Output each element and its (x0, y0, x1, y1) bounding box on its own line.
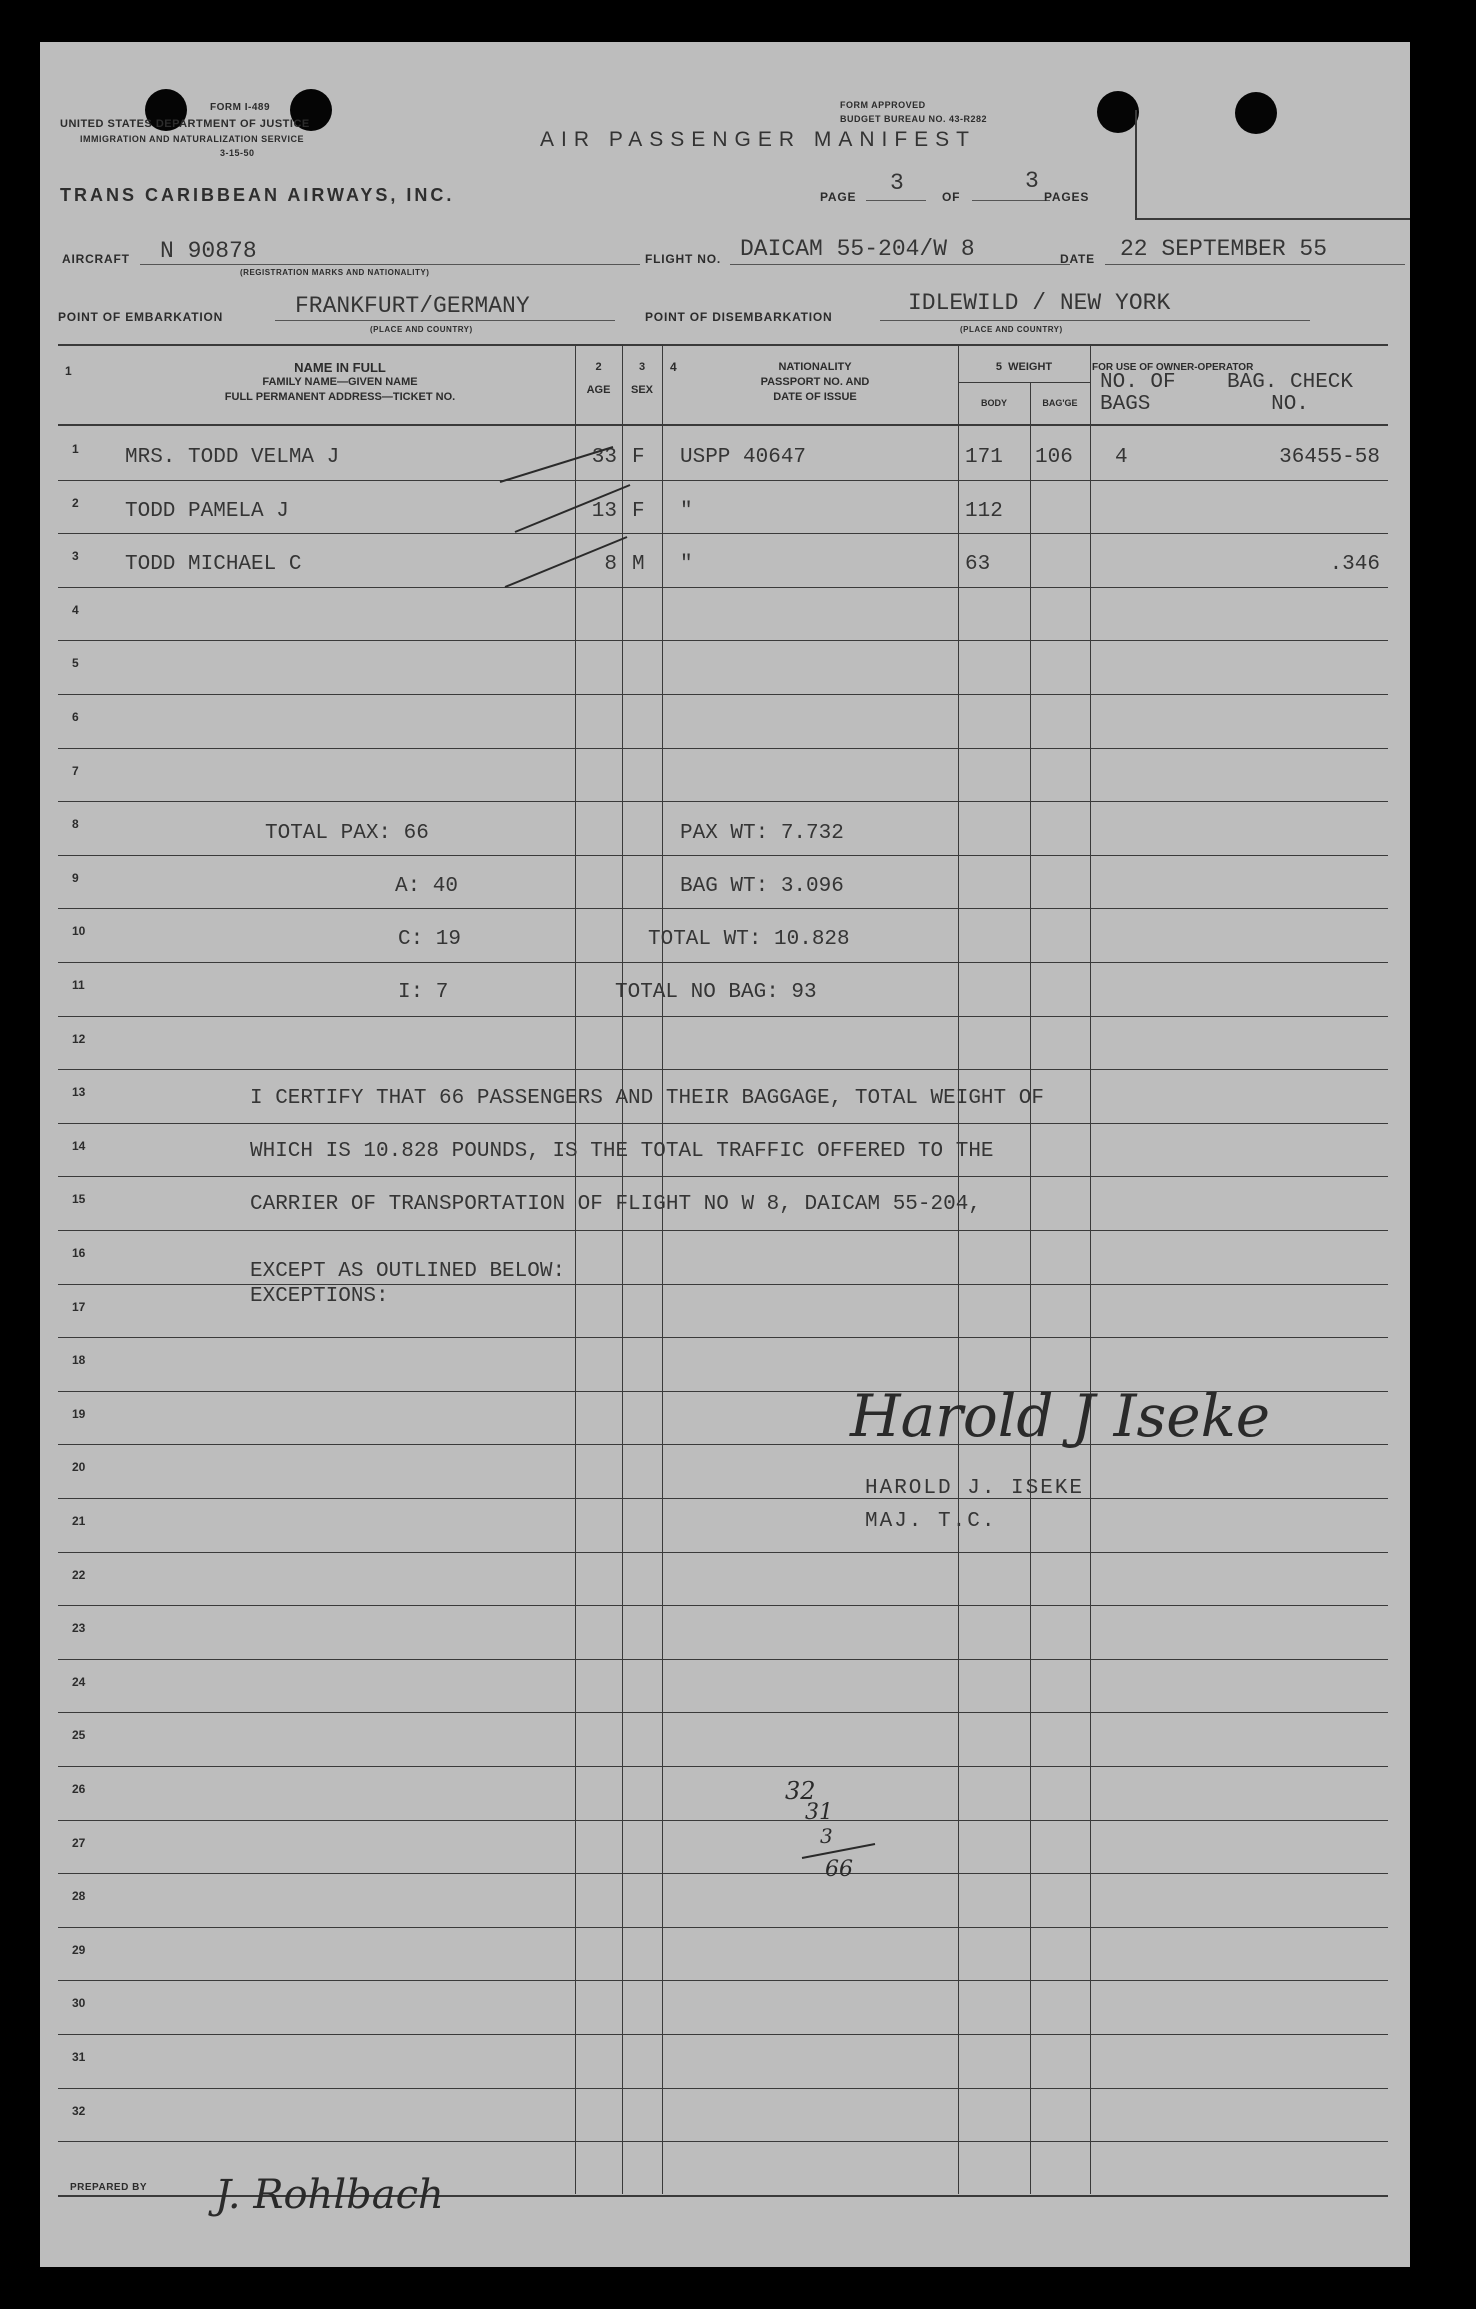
row-rule (58, 1927, 1388, 1928)
row-rule (58, 480, 1388, 481)
passenger-age: 8 (604, 553, 617, 577)
weight-subrule (958, 382, 1090, 383)
certification-line1: I CERTIFY THAT 66 PASSENGERS AND THEIR BAGGAGE, TOTAL WEIGHT OF (250, 1087, 1044, 1110)
col1-number: 1 (65, 364, 72, 378)
bag-weight: BAG WT: 3.096 (680, 875, 844, 898)
check-stroke-2 (515, 485, 630, 532)
row-number: 21 (72, 1514, 86, 1528)
col6-check-header: BAG. CHECK NO. (1226, 371, 1354, 416)
col1-header-line2: FAMILY NAME—GIVEN NAME (262, 376, 418, 388)
row-number: 3 (72, 549, 79, 564)
of-label: OF (942, 190, 961, 204)
header-bottom-rule (58, 424, 1388, 426)
row-rule (58, 2141, 1388, 2142)
officer-rank: MAJ. T.C. (865, 1510, 997, 1533)
aircraft-sub: (REGISTRATION MARKS AND NATIONALITY) (240, 268, 430, 277)
col4-header-line2: PASSPORT NO. AND (760, 376, 870, 388)
embark-sub: (PLACE AND COUNTRY) (370, 325, 473, 334)
col1-header (120, 360, 560, 405)
row-number: 11 (72, 978, 85, 992)
row-rule (58, 533, 1388, 534)
row-rule (58, 1659, 1388, 1660)
total-weight: TOTAL WT: 10.828 (648, 928, 850, 951)
col2-label: AGE (586, 384, 611, 396)
col3-number: 3 (638, 361, 646, 373)
officer-signature: Harold J Iseke (850, 1382, 1271, 1450)
row-rule (58, 1980, 1388, 1981)
row-number: 32 (72, 2103, 86, 2118)
passenger-age: 13 (591, 499, 617, 523)
agency-line2: IMMIGRATION AND NATURALIZATION SERVICE (80, 134, 304, 144)
row-rule (58, 1069, 1388, 1070)
date-underline (1105, 264, 1405, 265)
check-stroke-1 (500, 447, 613, 482)
pax-weight: PAX WT: 7.732 (680, 822, 844, 845)
row-rule (58, 1498, 1388, 1499)
tally-a: 32 (785, 1777, 816, 1805)
certification-line2: WHICH IS 10.828 POUNDS, IS THE TOTAL TRAFFIC OFFERED TO THE (250, 1140, 994, 1163)
row-number: 10 (72, 924, 86, 939)
passenger-passport: USPP 40647 (680, 446, 807, 469)
header-top-rule (58, 344, 1388, 346)
row-number: 26 (72, 1782, 86, 1796)
disembarkation-label: POINT OF DISEMBARKATION (645, 310, 833, 324)
date-label: DATE (1060, 252, 1095, 266)
tally-rule-line (802, 1844, 875, 1858)
col6-bags-header: NO. OF BAGS (1100, 371, 1176, 416)
col1-header-line1: NAME IN FULL (294, 360, 386, 375)
total-underline (972, 200, 1050, 201)
col-divider (958, 344, 959, 2194)
form-approved: FORM APPROVED (840, 100, 926, 110)
row-rule (58, 962, 1388, 963)
tally-c: 3 (820, 1824, 833, 1848)
row-number: 20 (72, 1460, 86, 1475)
row-rule (58, 748, 1388, 749)
aircraft-value: N 90878 (160, 238, 257, 264)
stamp-box-edge (1135, 110, 1137, 220)
passenger-name: TODD PAMELA J (125, 499, 289, 523)
row-number: 22 (72, 1567, 86, 1582)
row-rule (58, 1337, 1388, 1338)
bag-count: 4 (1115, 446, 1128, 469)
form-number: FORM I-489 (210, 102, 271, 113)
row-number: 5 (72, 656, 79, 671)
col-divider (1030, 382, 1031, 2194)
budget-bureau: BUDGET BUREAU NO. 43-R282 (840, 114, 988, 124)
row-rule (58, 1123, 1388, 1124)
row-rule (58, 1016, 1388, 1017)
row-number: 23 (72, 1621, 86, 1636)
col4-header-line3: DATE OF ISSUE (773, 391, 857, 403)
col3-label: SEX (630, 384, 653, 396)
bag-check-no: 36455-58 (1279, 446, 1380, 469)
row-number: 18 (72, 1353, 86, 1368)
row-number: 12 (72, 1031, 86, 1046)
embarkation-label: POINT OF EMBARKATION (58, 310, 224, 324)
body-weight: 171 (965, 446, 1003, 469)
total-infants: I: 7 (398, 981, 449, 1004)
certification-line4: EXCEPT AS OUTLINED BELOW: (250, 1260, 566, 1283)
row-number: 29 (72, 1942, 86, 1957)
body-weight: 63 (965, 553, 991, 577)
row-number: 13 (72, 1085, 86, 1100)
airline-name: TRANS CARIBBEAN AIRWAYS, INC. (60, 185, 455, 205)
row-number: 16 (72, 1246, 86, 1260)
row-number: 8 (72, 817, 79, 832)
row-rule (58, 1712, 1388, 1713)
col4-number: 4 (670, 360, 677, 374)
col5-bag: BAG'GE (1042, 398, 1078, 408)
page-total: 3 (1025, 168, 1039, 194)
manifest-page (40, 42, 1410, 2267)
pages-label: PAGES (1044, 190, 1090, 204)
col-divider (575, 344, 576, 2194)
col4-header (680, 360, 950, 405)
total-children: C: 19 (398, 928, 462, 951)
body-weight: 112 (965, 499, 1003, 523)
row-number: 19 (72, 1406, 86, 1421)
row-rule (58, 640, 1388, 641)
total-no-bag: TOTAL NO BAG: 93 (615, 981, 817, 1004)
row-rule (58, 1766, 1388, 1767)
total-pax: TOTAL PAX: 66 (265, 822, 429, 845)
col4-header-line1: NATIONALITY (778, 361, 852, 373)
row-rule (58, 1176, 1388, 1177)
row-number: 14 (72, 1138, 86, 1153)
aircraft-label: AIRCRAFT (62, 252, 130, 266)
col2-number: 2 (595, 361, 602, 373)
page-number: 3 (890, 170, 904, 196)
row-number: 6 (72, 710, 79, 724)
disembarkation-value: IDLEWILD / NEW YORK (908, 290, 1171, 316)
col-divider (1090, 344, 1091, 2194)
tally-b: 31 (805, 1800, 833, 1825)
row-number: 28 (72, 1889, 86, 1904)
prepared-by-label: PREPARED BY (70, 2182, 147, 2193)
col5-label: WEIGHT (1008, 361, 1053, 373)
page-underline (866, 200, 926, 201)
certification-line5: EXCEPTIONS: (250, 1285, 389, 1308)
check-stroke-3 (505, 537, 627, 587)
passenger-sex: F (632, 446, 645, 469)
passenger-sex: F (632, 499, 645, 523)
col5-body: BODY (980, 398, 1007, 408)
punch-hole (1097, 91, 1139, 133)
passenger-name: MRS. TODD VELMA J (125, 446, 340, 469)
passenger-age: 33 (591, 446, 617, 469)
row-number: 4 (72, 602, 79, 617)
aircraft-underline (140, 264, 640, 265)
row-number: 7 (72, 763, 79, 778)
bag-check-no: .346 (1329, 553, 1380, 577)
row-number: 31 (72, 2050, 86, 2064)
col2-header (575, 360, 622, 398)
row-rule (58, 1873, 1388, 1874)
punch-hole (1235, 92, 1277, 134)
embark-underline (275, 320, 615, 321)
date-value: 22 SEPTEMBER 55 (1120, 236, 1328, 262)
row-number: 2 (72, 495, 79, 510)
prepared-by-signature: J. Rohlbach (215, 2172, 444, 2218)
col5-header (958, 360, 1090, 375)
row-rule (58, 908, 1388, 909)
row-number: 9 (72, 870, 79, 885)
page-label: PAGE (820, 190, 857, 204)
disembark-sub: (PLACE AND COUNTRY) (960, 325, 1063, 334)
col-divider (662, 344, 663, 2194)
col6-header: FOR USE OF OWNER-OPERATOR (1092, 362, 1254, 373)
row-number: 27 (72, 1835, 86, 1850)
flight-value: DAICAM 55-204/W 8 (740, 236, 975, 262)
row-number: 30 (72, 1996, 86, 2011)
flight-underline (730, 264, 1070, 265)
total-adults: A: 40 (395, 875, 459, 898)
row-rule (58, 1552, 1388, 1553)
row-number: 15 (72, 1192, 86, 1207)
row-rule (58, 2034, 1388, 2035)
col3-header (622, 360, 662, 398)
disembark-underline (880, 320, 1310, 321)
row-number: 1 (72, 442, 79, 456)
col1-header-line3: FULL PERMANENT ADDRESS—TICKET NO. (224, 391, 456, 403)
row-number: 24 (72, 1674, 86, 1689)
passenger-passport: " (680, 553, 693, 577)
baggage-weight: 106 (1035, 446, 1073, 469)
certification-line3: CARRIER OF TRANSPORTATION OF FLIGHT NO W 8, DAICAM 55-204, (250, 1193, 981, 1216)
passenger-name: TODD MICHAEL C (125, 553, 302, 577)
row-number: 25 (72, 1728, 86, 1743)
checkmark-strokes (495, 437, 645, 602)
row-rule (58, 801, 1388, 802)
passenger-passport: " (680, 499, 693, 523)
embarkation-value: FRANKFURT/GERMANY (295, 293, 530, 319)
agency-line1: UNITED STATES DEPARTMENT OF JUSTICE (60, 118, 310, 130)
tally-total: 66 (825, 1857, 853, 1882)
row-number: 17 (72, 1299, 86, 1314)
stamp-box-edge (1135, 218, 1410, 220)
row-rule (58, 1820, 1388, 1821)
row-rule (58, 1605, 1388, 1606)
row-rule (58, 1230, 1388, 1231)
row-rule (58, 855, 1388, 856)
flight-label: FLIGHT NO. (645, 252, 721, 266)
passenger-sex: M (632, 553, 645, 577)
row-rule (58, 2088, 1388, 2089)
col5-number: 5 (995, 361, 1002, 373)
manifest-title: AIR PASSENGER MANIFEST (540, 128, 976, 151)
row-rule (58, 587, 1388, 588)
agency-date: 3-15-50 (220, 148, 255, 158)
row-rule (58, 694, 1388, 695)
col-divider (622, 344, 623, 2194)
officer-name: HAROLD J. ISEKE (865, 1477, 1085, 1500)
